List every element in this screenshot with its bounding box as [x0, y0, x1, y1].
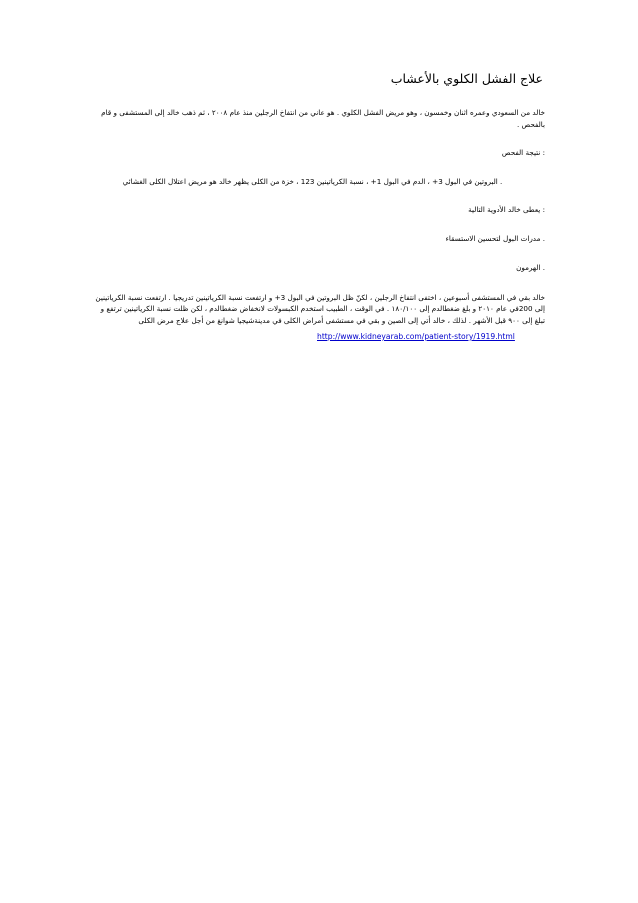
intro-paragraph: خالد من السعودي وعمره اثنان وخمسون ، وهو مريض الفشل الكلوي . هو عاني من انتفاخ الرجلين منذ عام ٢٠٠٨ ، ثم ذهب خالد إلى المستشفى و قام بالفحص .: [101, 108, 545, 129]
medication-item-hormone: . الهرمون: [516, 263, 545, 272]
exam-result-paragraph: . البروتين في البول 3+ ، الدم في البول 1+ ، نسبة الكرياتينين 123 ، خزة من الكلى يظهر خالد هو مريض اعتلال الكلى الغشائي: [122, 176, 503, 186]
source-link[interactable]: http://www.kidneyarab.com/patient-story/1919.html: [317, 332, 515, 341]
source-link-row: [95, 332, 545, 342]
document-page: [95, 60, 545, 342]
medication-heading: : يعطى خالد الأدوية التالية: [468, 205, 545, 214]
document-title: علاج الفشل الكلوي بالأعشاب: [390, 71, 543, 86]
medication-item-diuretics: . مدرات البول لتحسين الاستسقاء: [445, 233, 545, 243]
story-paragraph: خالد بقي في المستشفى أسبوعين ، اختفى انتفاخ الرجلين ، لكنّ ظل البروتين في البول 3+ و ارتفعت نسبة الكرياتينين تدريجيا . ارتفعت نسبة الكرياتينين إلى 200في عام ٢٠١٠ و بلغ ضغطالدم إلى ١٨٠/١٠٠ . في الوقت ، الطبيب استخدم الكبسولات لانخفاض ضغطالدم ، لكن ظلت نسبة الكرياتينين ترتفع و تبلغ إلى ٩٠٠ قبل الأشهر . لذلك ، خالد أتي إلى الصين و بقي في مستشفى أمراض الكلى في مدينةشيجيا شوانغ من أجل علاج مرض الكلى: [95, 292, 545, 325]
exam-result-heading: : نتيجة الفحص: [501, 148, 545, 157]
